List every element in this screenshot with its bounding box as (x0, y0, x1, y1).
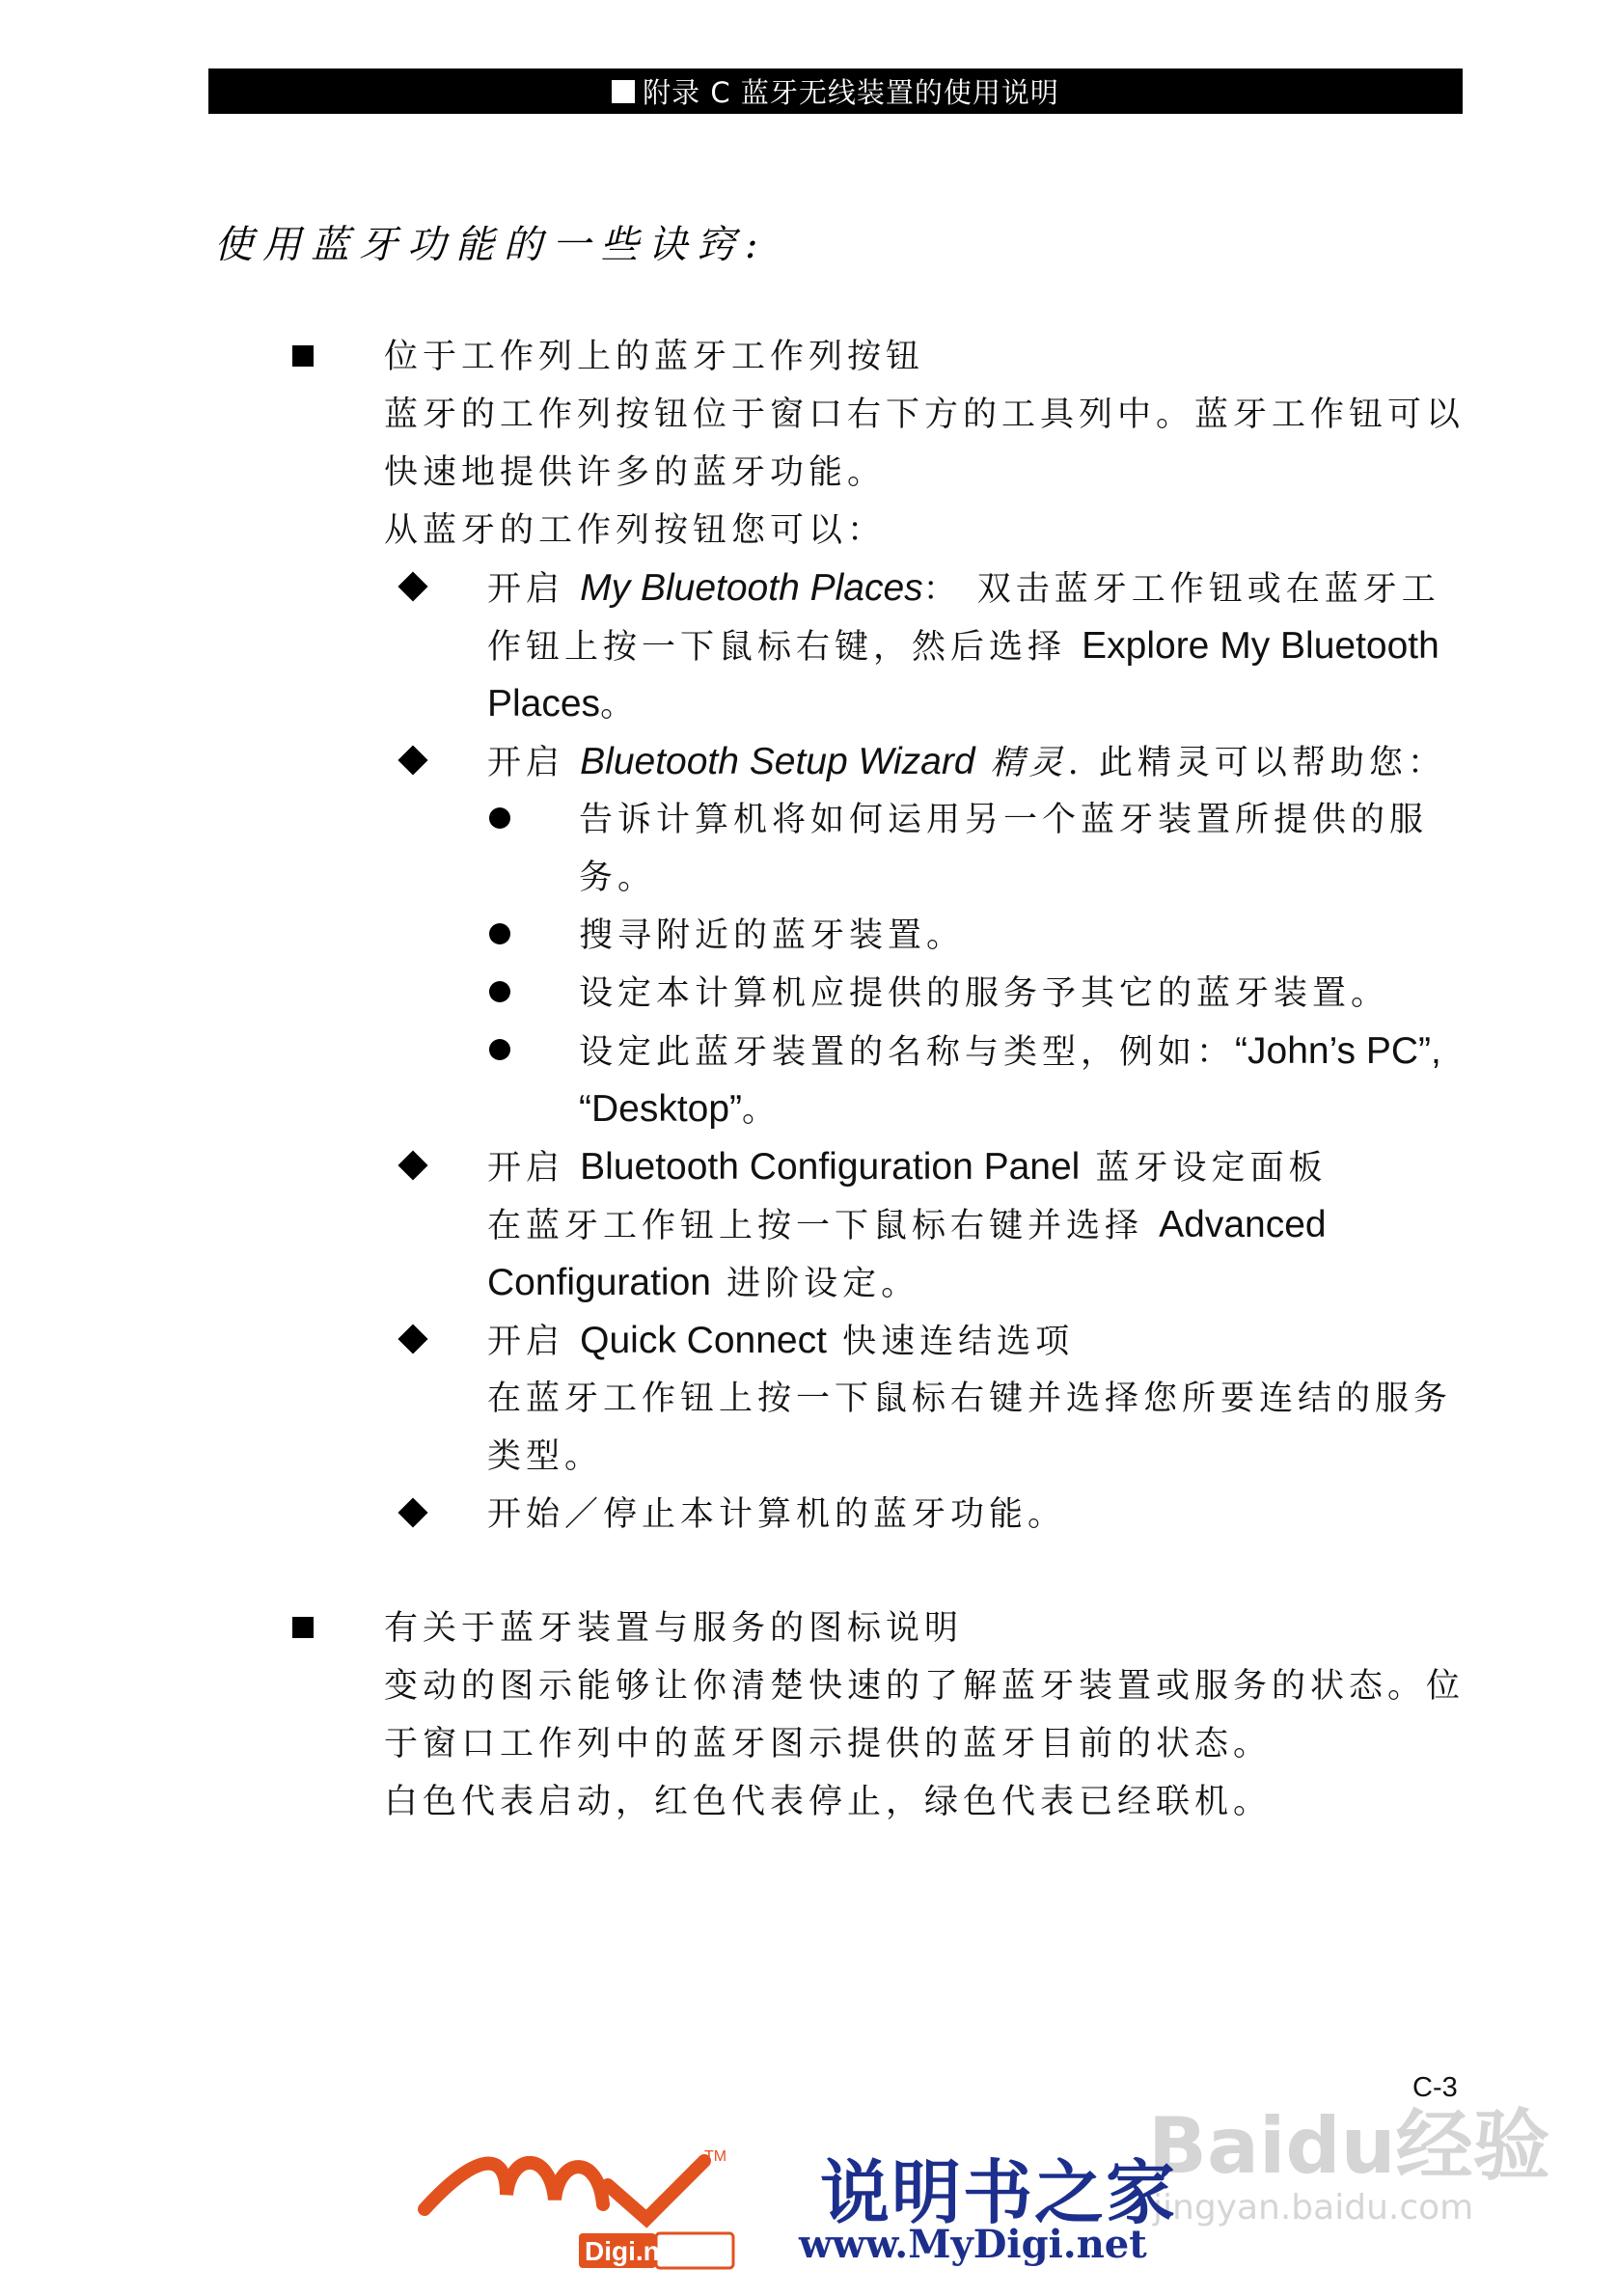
item-text-en: Configuration (487, 1262, 711, 1303)
item-text: 作钮上按一下鼠标右键，然后选择 (487, 628, 1083, 667)
diamond-bullet-icon (397, 1497, 427, 1527)
list-item-continued: 在蓝牙工作钮上按一下鼠标右键并选择您所要连结的服务 (487, 1380, 1453, 1418)
list-item-continued (487, 1196, 1327, 1255)
section1-paragraph-line: 蓝牙的工作列按钮位于窗口右下方的工具列中。蓝牙工作钮可以 (384, 396, 1466, 434)
section2-paragraph-line: 于窗口工作列中的蓝牙图示提供的蓝牙目前的状态。 (384, 1725, 1273, 1763)
list-item: 开始／停止本计算机的蓝牙功能。 (487, 1495, 1067, 1534)
diamond-bullet-icon (397, 1324, 427, 1353)
item-text-en: “Desktop” (579, 1088, 743, 1130)
baidu-watermark: Baidu经验 (1148, 2101, 1550, 2191)
list-item (487, 1312, 1074, 1371)
list-item (487, 560, 1440, 618)
logo-cn-name: 说明书之家 (820, 2151, 1178, 2233)
item-text: 。 (742, 1091, 781, 1130)
item-prefix: 开启 (487, 1323, 581, 1361)
item-text: 快速连结选项 (826, 1323, 1075, 1361)
logo-url: www.MyDigi.net (799, 2222, 1147, 2267)
square-icon (612, 80, 635, 103)
item-prefix: 开启 (487, 570, 581, 609)
square-bullet-icon (292, 1617, 314, 1638)
logo-badge: Digi.net (585, 2236, 684, 2266)
section2-heading: 有关于蓝牙装置与服务的图标说明 (384, 1609, 964, 1648)
section1-paragraph-line: 快速地提供许多的蓝牙功能。 (384, 453, 887, 492)
item-prefix: 开启 (487, 744, 581, 782)
sub-item: 设定本计算机应提供的服务予其它的蓝牙装置。 (579, 974, 1390, 1013)
square-bullet-icon (292, 345, 314, 367)
item-text: 设定此蓝牙装置的名称与类型，例如： (579, 1033, 1236, 1072)
dot-bullet-icon (489, 981, 510, 1002)
dot-bullet-icon (489, 1039, 510, 1060)
item-name: Bluetooth Configuration Panel (580, 1146, 1081, 1188)
logo-tm: TM (704, 2148, 727, 2165)
item-text: 蓝牙设定面板 (1080, 1149, 1328, 1188)
item-name: Quick Connect (580, 1320, 827, 1361)
page-title: 使用蓝牙功能的一些诀窍: (214, 223, 768, 267)
section1-heading: 位于工作列上的蓝牙工作列按钮 (384, 338, 925, 376)
item-text-en: Explore My Bluetooth (1082, 625, 1439, 667)
section1-paragraph-line: 从蓝牙的工作列按钮您可以： (384, 511, 887, 550)
list-item-continued: 类型。 (487, 1437, 604, 1476)
list-item-continued (487, 617, 1439, 676)
header-title: 附录 C 蓝牙无线装置的使用说明 (643, 76, 1059, 109)
section2-paragraph-line: 白色代表启动，红色代表停止，绿色代表已经联机。 (384, 1783, 1273, 1821)
item-text: 。 (600, 686, 640, 724)
item-text: . 此精灵可以帮助您： (1067, 744, 1446, 782)
list-item-continued (487, 1254, 919, 1313)
item-text-en: Advanced (1159, 1204, 1327, 1245)
item-text-en: “John’s PC”, (1235, 1030, 1441, 1072)
item-text: 在蓝牙工作钮上按一下鼠标右键并选择 (487, 1207, 1160, 1245)
list-item (487, 733, 1446, 792)
item-name: My Bluetooth Places (580, 567, 923, 609)
list-item (487, 1138, 1327, 1197)
item-prefix: 开启 (487, 1149, 581, 1188)
item-text: 进阶设定。 (710, 1265, 920, 1303)
dot-bullet-icon (489, 923, 510, 944)
sub-item (579, 1023, 1441, 1081)
page-number: C-3 (1412, 2072, 1458, 2103)
diamond-bullet-icon (397, 745, 427, 775)
baidu-watermark-url: jingyan.baidu.com (1153, 2188, 1474, 2228)
dot-bullet-icon (489, 807, 510, 829)
section2-paragraph-line: 变动的图示能够让你清楚快速的了解蓝牙装置或服务的状态。位 (384, 1667, 1466, 1706)
diamond-bullet-icon (397, 571, 427, 601)
sub-item-continued (579, 1080, 781, 1139)
sub-item: 告诉计算机将如何运用另一个蓝牙装置所提供的服 (579, 801, 1429, 839)
item-text: ： 双击蓝牙工作钮或在蓝牙工 (922, 570, 1440, 609)
item-name: Bluetooth Setup Wizard (580, 741, 975, 782)
item-text-en: Places (487, 683, 601, 724)
sub-item: 搜寻附近的蓝牙装置。 (579, 916, 966, 955)
item-suffix: 精灵 (974, 744, 1068, 782)
sub-item-continued: 务。 (579, 859, 657, 897)
header-bar (208, 68, 1463, 114)
diamond-bullet-icon (397, 1150, 427, 1180)
list-item-continued (487, 675, 639, 734)
